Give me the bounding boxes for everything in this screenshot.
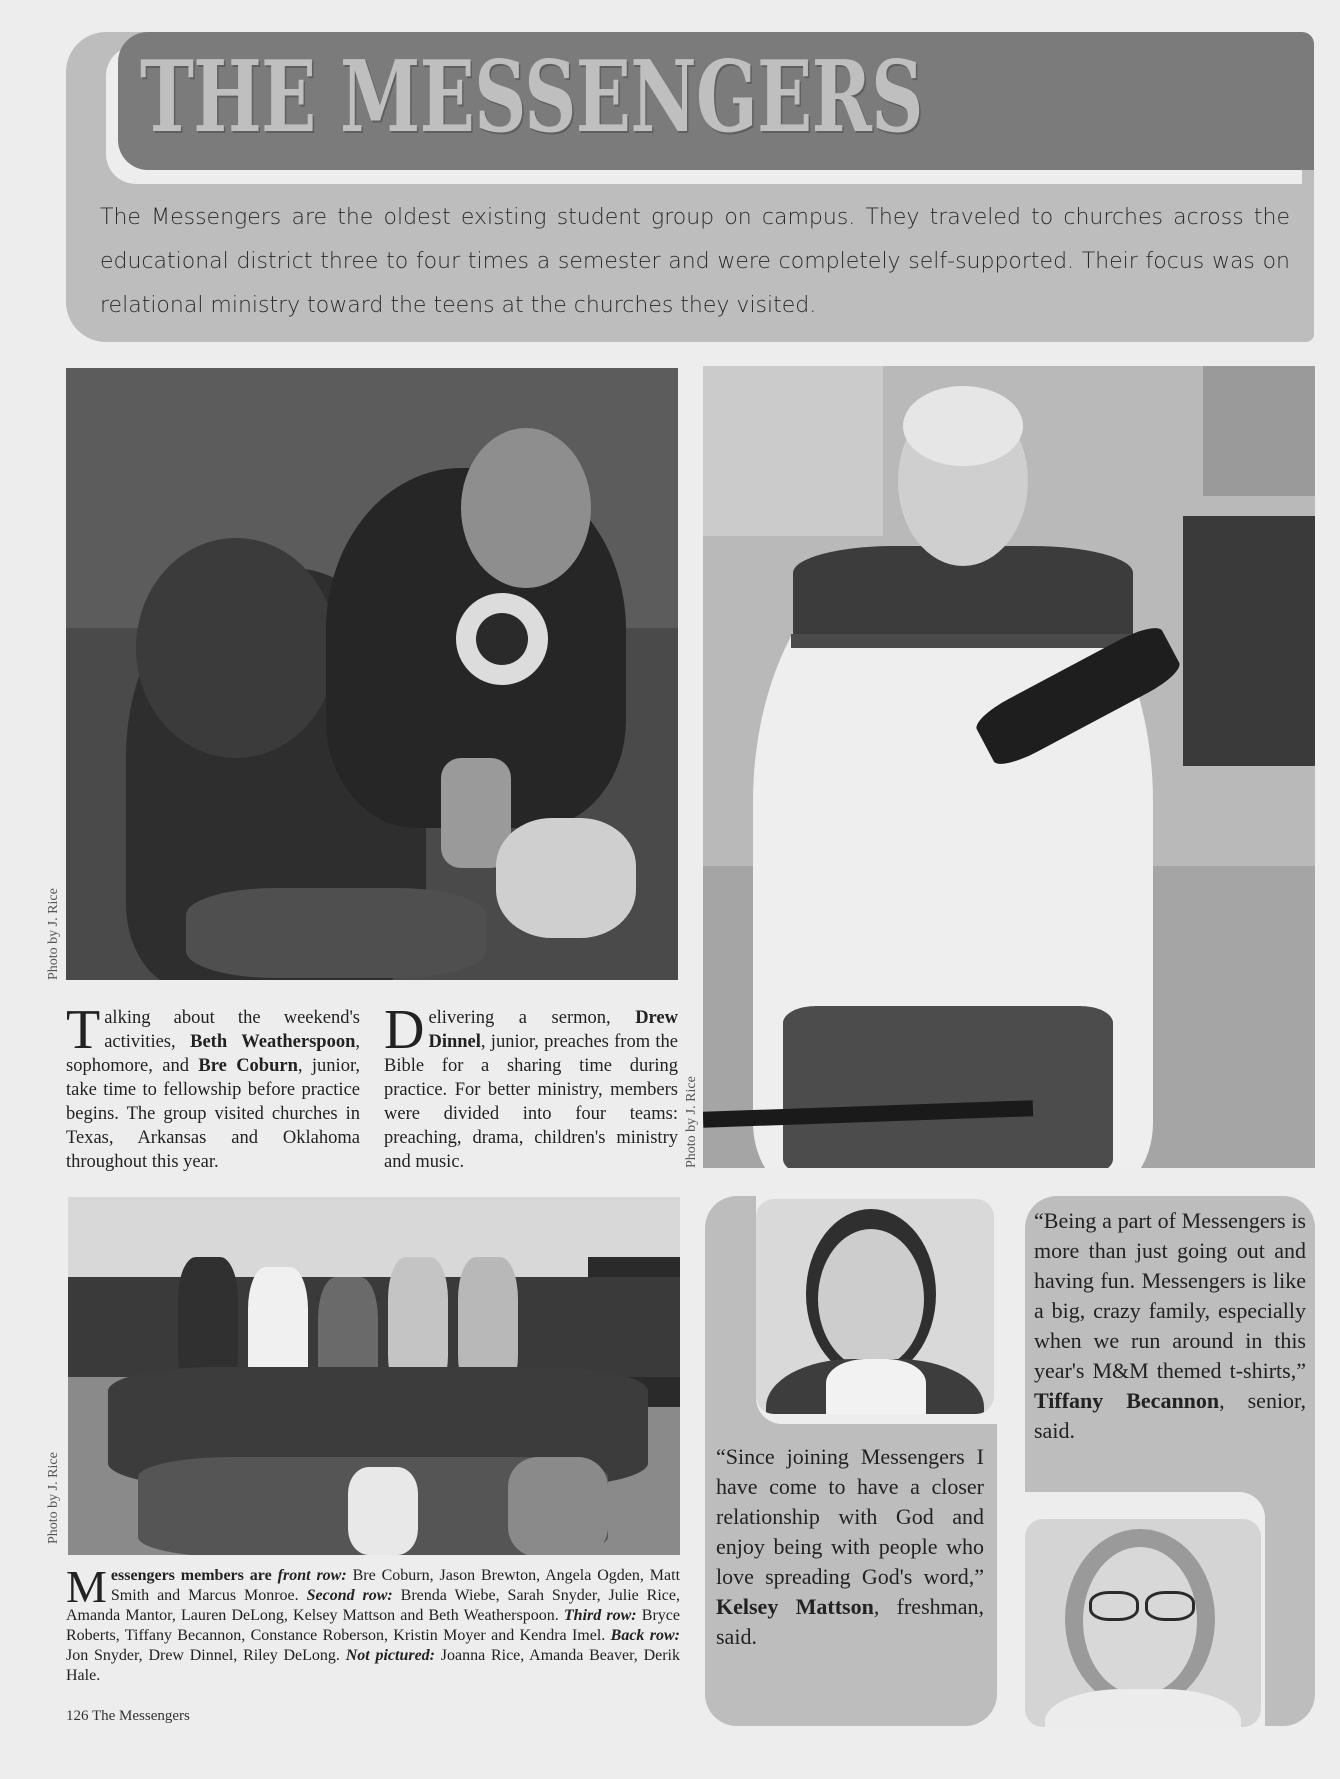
page-title: THE MESSENGERS [140, 40, 923, 155]
photo-credit-2: Photo by J. Rice [684, 1076, 699, 1168]
photo-students-talking [66, 368, 678, 980]
photo-group [68, 1197, 680, 1555]
photo-credit-3: Photo by J. Rice [46, 1452, 61, 1544]
page-footer [66, 1708, 190, 1725]
section-name: The Messengers [91, 1708, 190, 1724]
photo-drew-preaching [703, 366, 1315, 1168]
caption-group-photo: Messengers members are front row: Bre Coburn, Jason Brewton, Angela Ogden, Matt Smith and Marcus Monroe. Second row: Brenda Wiebe, Sarah Snyder, Julie Rice, Amanda Mantor, Lauren DeLong, Kelsey Mattson and Beth Weatherspoon. Third row: Bryce Roberts, Tiffany Becannon, Constance Roberson, Kristin Moyer and Kendra Imel. Back row: Jon Snyder, Drew Dinnel, Riley DeLong. Not pictured: Joanna Rice, Amanda Beaver, Derik Hale. [66, 1561, 681, 1684]
caption-photo-2: Delivering a sermon, Drew Dinnel, junior, preaches from the Bible for a sharing time during practice. For better ministry, members were divided into four teams: preaching, drama, children's ministry and music. [384, 999, 678, 1172]
caption-photo-1: Talking about the weekend's activities, Beth Weatherspoon, sophomore, and Bre Coburn, junior, take time to fellowship before practice begins. The group visited churches in Texas, Arkansas and Oklahoma throughout this year. [66, 999, 360, 1172]
dropcap: D [384, 999, 425, 1061]
name-bre-coburn: Bre Coburn [198, 1056, 298, 1076]
portrait-tiffany-becannon [1025, 1519, 1261, 1727]
intro-paragraph: The Messengers are the oldest existing student group on campus. They traveled to churches across the educational district three to four times a semester and were completely self-supported. Their focus was on relational ministry toward the teens at the churches they visited. [100, 205, 1290, 318]
page-number: 126 [66, 1708, 89, 1724]
name-drew-dinnel: Drew Dinnel [428, 1008, 678, 1052]
photo-credit-1: Photo by J. Rice [46, 888, 61, 980]
quote-kelsey: “Since joining Messengers I have come to have a closer relationship with God and enjoy being with people who love spreading God's word,” Kelsey Mattson, freshman, said. [716, 1444, 985, 1649]
quote-tiffany: “Being a part of Messengers is more than just going out and having fun. Messengers is like a big, crazy family, especially when we run around in this year's M&M themed t-shirts,” Tiffany Becannon, senior, said. [1034, 1208, 1307, 1443]
name-tiffany-becannon: Tiffany Becannon [1034, 1388, 1220, 1413]
dropcap: T [66, 999, 101, 1061]
name-beth-weatherspoon: Beth Weatherspoon [190, 1032, 356, 1052]
portrait-kelsey-mattson [756, 1199, 994, 1414]
dropcap: M [66, 1561, 107, 1612]
name-kelsey-mattson: Kelsey Mattson [716, 1594, 874, 1619]
